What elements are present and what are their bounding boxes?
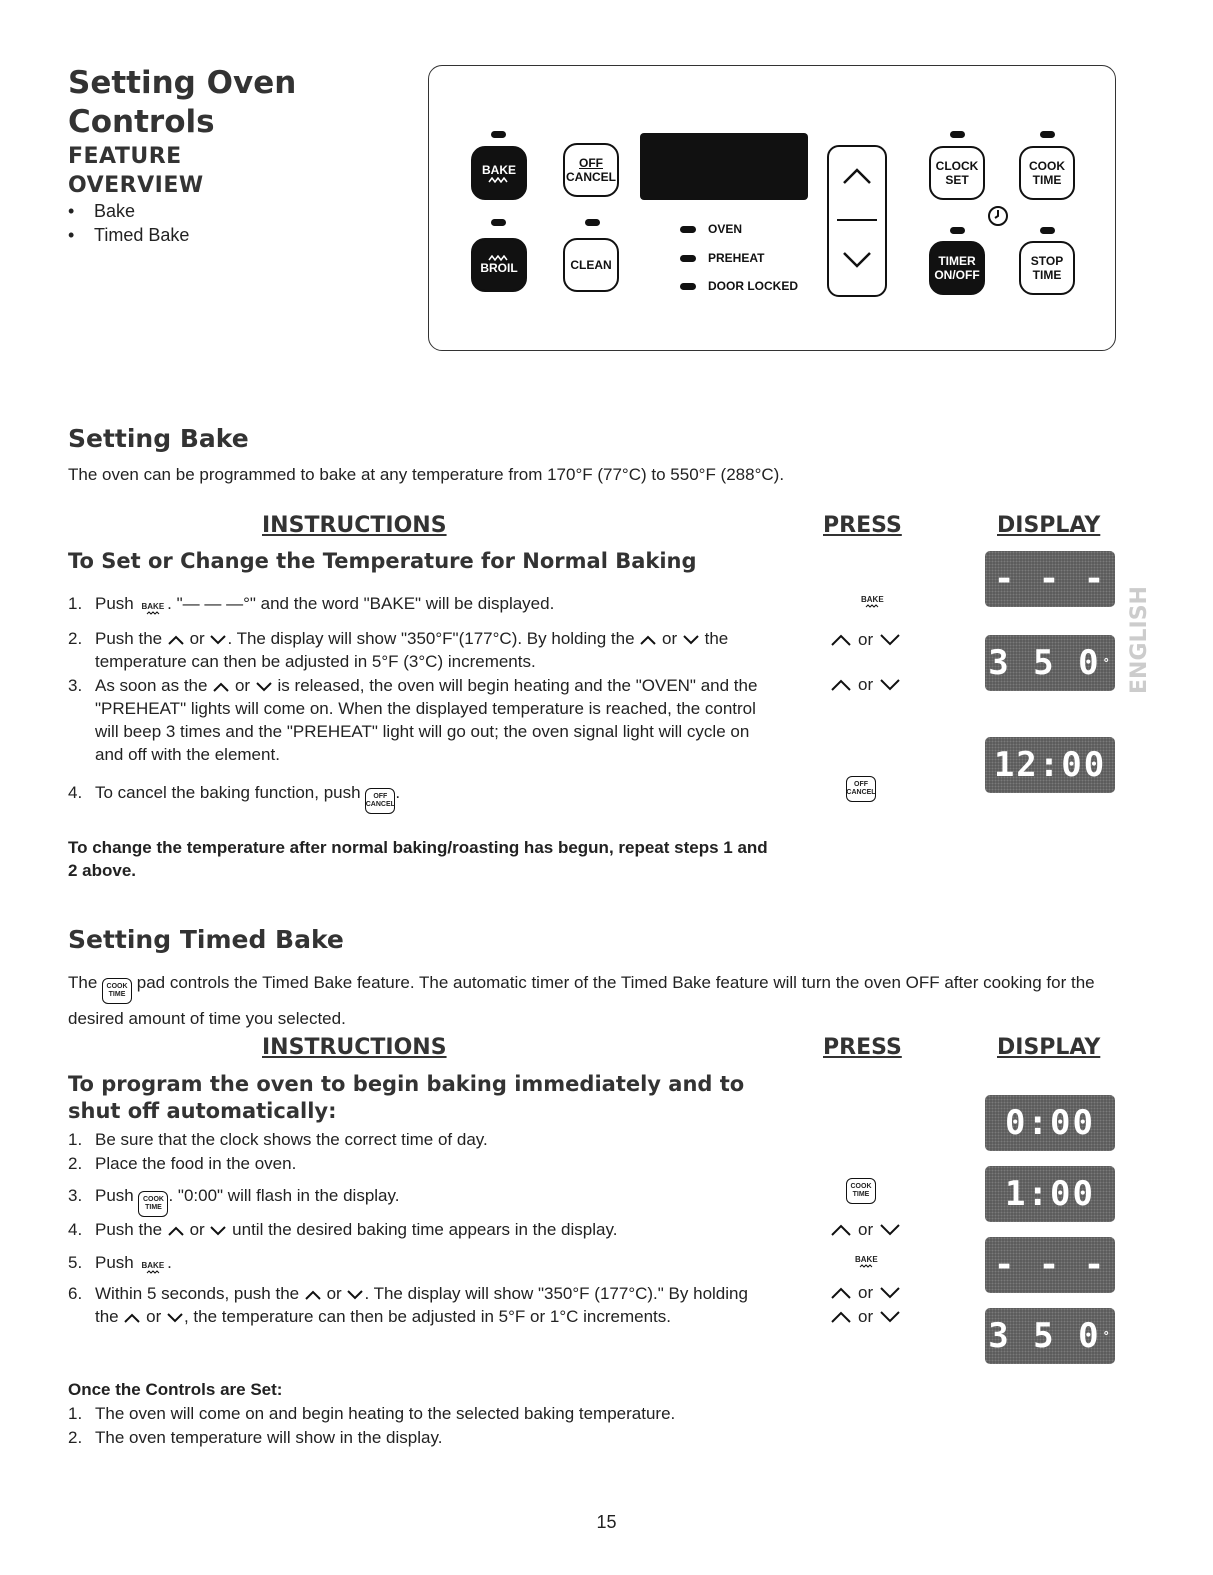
- press-arrows: or: [830, 630, 901, 650]
- timer-on-off-button[interactable]: [929, 241, 985, 295]
- feature-overview-heading: [68, 142, 204, 200]
- down-arrow-icon: [879, 634, 901, 646]
- setting-bake-intro: The oven can be programmed to bake at any temperature from 170°F (77°C) to 550°F (288°C).: [68, 465, 785, 484]
- display-1200: 12:00: [985, 737, 1115, 793]
- broil-button[interactable]: [471, 238, 527, 292]
- once-step-2: 2. The oven temperature will show in the display.: [68, 1428, 443, 1447]
- display-350: 3 5 0 °: [985, 635, 1115, 691]
- bake-label: BAKE: [481, 163, 516, 177]
- down-arrow-icon: [682, 635, 700, 645]
- bake-key-icon: BAKE: [852, 1255, 881, 1268]
- press-arrows: or: [830, 1307, 901, 1327]
- bake-note: To change the temperature after normal baking/roasting has begun, repeat steps 1 and 2 above.: [68, 838, 768, 880]
- sub-line-1: FEATURE: [68, 144, 182, 169]
- display-dashes: - - -: [985, 1237, 1115, 1293]
- heat-wave-icon: [488, 177, 510, 183]
- up-arrow-icon: [639, 635, 657, 645]
- broil-label: BROIL: [480, 261, 518, 275]
- once-step-1: 1. The oven will come on and begin heating to the selected baking temperature.: [68, 1404, 676, 1423]
- once-set-heading: Once the Controls are Set:: [68, 1380, 283, 1399]
- up-arrow-icon: [167, 635, 185, 645]
- timer-label: TIMER: [938, 254, 976, 268]
- broil-indicator-dot: [491, 219, 506, 226]
- display-dashes: - - -: [985, 551, 1115, 607]
- display-header: DISPLAY: [997, 1035, 1101, 1060]
- cancel-label: CANCEL: [566, 170, 616, 184]
- bake-indicator-dot: [491, 131, 506, 138]
- bake-button[interactable]: [471, 146, 527, 200]
- stop-time-indicator-dot: [1040, 227, 1055, 234]
- bake-step-3: 3. As soon as the or is released, the oven will begin heating and the "OVEN" and the "PREHEAT" lights will come on. When the displayed temperature is reached, the control will beep 3 times and the "PREHEAT" light will go out; the oven signal light will cycle on and off with the element.: [68, 676, 758, 764]
- down-arrow-icon: [209, 1226, 227, 1236]
- clock-set-button[interactable]: [929, 146, 985, 200]
- timed-step-5: 5. Push BAKE .: [68, 1253, 172, 1272]
- stop-label: STOP: [1030, 254, 1064, 268]
- timed-bake-intro: The COOK TIME pad controls the Timed Bake feature. The automatic timer of the Timed Bake feature will turn the oven OFF after cooking for the desired amount of time you selected.: [68, 973, 1095, 1028]
- cook-time-key-icon: COOK TIME: [138, 1191, 168, 1217]
- indicator-oven: OVEN: [680, 222, 742, 236]
- display-header: DISPLAY: [997, 513, 1101, 538]
- clock-indicator-dot: [950, 131, 965, 138]
- cook-time-key-icon: COOK TIME: [102, 978, 132, 1004]
- cook-label: COOK: [1029, 159, 1065, 173]
- press-bake: [852, 1255, 881, 1268]
- off-cancel-key-icon: OFF CANCEL: [846, 776, 876, 802]
- off-cancel-key-icon: OFF CANCEL: [365, 788, 395, 814]
- bake-key-icon: BAKE: [858, 595, 887, 608]
- press-arrows: or: [830, 1220, 901, 1240]
- display-350: 3 5 0 °: [985, 1308, 1115, 1364]
- up-arrow-icon: [167, 1226, 185, 1236]
- cook-time-key-icon: COOK TIME: [846, 1178, 876, 1204]
- bake-step-2: 2. Push the or . The display will show "350°F"(177°C). By holding the or the temperature can then be adjusted in 5°F (3°C) increments.: [68, 629, 729, 671]
- title-line-1: Setting Oven: [68, 65, 297, 101]
- clock-label: CLOCK: [935, 159, 979, 173]
- off-cancel-button[interactable]: [563, 143, 619, 197]
- normal-baking-subheading: To Set or Change the Temperature for Normal Baking: [68, 549, 697, 573]
- press-header: PRESS: [823, 513, 902, 538]
- down-arrow-icon: [879, 1287, 901, 1299]
- cook-time-button[interactable]: [1019, 146, 1075, 200]
- press-cook-time: [846, 1178, 876, 1204]
- timed-step-4: 4. Push the or until the desired baking time appears in the display.: [68, 1220, 618, 1239]
- feature-list: [68, 199, 189, 247]
- bake-step-4: 4. To cancel the baking function, push OFF CANCEL .: [68, 781, 768, 814]
- indicator-preheat: PREHEAT: [680, 251, 764, 265]
- clean-indicator-dot: [585, 219, 600, 226]
- down-arrow-icon[interactable]: [842, 251, 872, 269]
- down-arrow-icon: [346, 1290, 364, 1300]
- arrow-pad: [827, 145, 887, 297]
- display-000: 0:00: [985, 1095, 1115, 1151]
- up-arrow-icon[interactable]: [842, 167, 872, 185]
- timed-bake-subheading: To program the oven to begin baking immediately and to shut off automatically:: [68, 1072, 745, 1123]
- down-arrow-icon: [166, 1313, 184, 1323]
- bake-step-1: 1. Push BAKE . "— — —°" and the word "BAKE" will be displayed.: [68, 594, 555, 613]
- up-arrow-icon: [830, 634, 852, 646]
- bake-key-icon: BAKE: [138, 602, 167, 615]
- down-arrow-icon: [879, 1311, 901, 1323]
- feature-item: • Timed Bake: [68, 223, 189, 247]
- set-label: SET: [945, 173, 969, 187]
- indicator-door-locked: DOOR LOCKED: [680, 279, 798, 293]
- page-number: 15: [596, 1512, 617, 1532]
- up-arrow-icon: [830, 1224, 852, 1236]
- instructions-header: INSTRUCTIONS: [262, 1035, 447, 1060]
- clean-label: CLEAN: [570, 258, 612, 272]
- clock-icon: [986, 204, 1010, 228]
- control-panel: [428, 65, 1116, 351]
- timed-step-6: 6. Within 5 seconds, push the or . The display will show "350°F (177°C)." By holding the or , the temperature can then be adjusted in 5°F or 1°C increments.: [68, 1284, 748, 1326]
- on-off-label: ON/OFF: [934, 268, 980, 282]
- clean-button[interactable]: [563, 238, 619, 292]
- press-off-cancel: [846, 776, 876, 802]
- down-arrow-icon: [255, 682, 273, 692]
- page-title: [68, 64, 296, 142]
- instructions-header: INSTRUCTIONS: [262, 513, 447, 538]
- down-arrow-icon: [879, 1224, 901, 1236]
- timed-step-2: 2. Place the food in the oven.: [68, 1154, 297, 1173]
- display-screen: [640, 133, 808, 200]
- down-arrow-icon: [879, 679, 901, 691]
- side-tab-english: ENGLISH: [1127, 586, 1152, 694]
- up-arrow-icon: [304, 1290, 322, 1300]
- display-100: 1:00: [985, 1166, 1115, 1222]
- press-arrows: or: [830, 1283, 901, 1303]
- up-arrow-icon: [123, 1313, 141, 1323]
- feature-item: • Bake: [68, 199, 189, 223]
- title-line-2: Controls: [68, 104, 215, 140]
- stop-time-button[interactable]: [1019, 241, 1075, 295]
- cook-time-indicator-dot: [1040, 131, 1055, 138]
- up-arrow-icon: [830, 679, 852, 691]
- bake-key-icon: BAKE: [138, 1261, 167, 1274]
- timed-step-3: 3. Push COOK TIME . "0:00" will flash in the display.: [68, 1184, 768, 1217]
- time-label: TIME: [1032, 173, 1062, 187]
- press-arrows: or: [830, 675, 901, 695]
- press-bake: [858, 595, 887, 608]
- up-arrow-icon: [212, 682, 230, 692]
- down-arrow-icon: [209, 635, 227, 645]
- sub-line-2: OVERVIEW: [68, 173, 204, 198]
- up-arrow-icon: [830, 1311, 852, 1323]
- timed-step-1: 1. Be sure that the clock shows the correct time of day.: [68, 1130, 488, 1149]
- off-label: OFF: [579, 156, 603, 170]
- timer-indicator-dot: [950, 227, 965, 234]
- timed-bake-heading: Setting Timed Bake: [68, 925, 344, 954]
- setting-bake-heading: Setting Bake: [68, 424, 249, 453]
- press-header: PRESS: [823, 1035, 902, 1060]
- time-label: TIME: [1032, 268, 1062, 282]
- up-arrow-icon: [830, 1287, 852, 1299]
